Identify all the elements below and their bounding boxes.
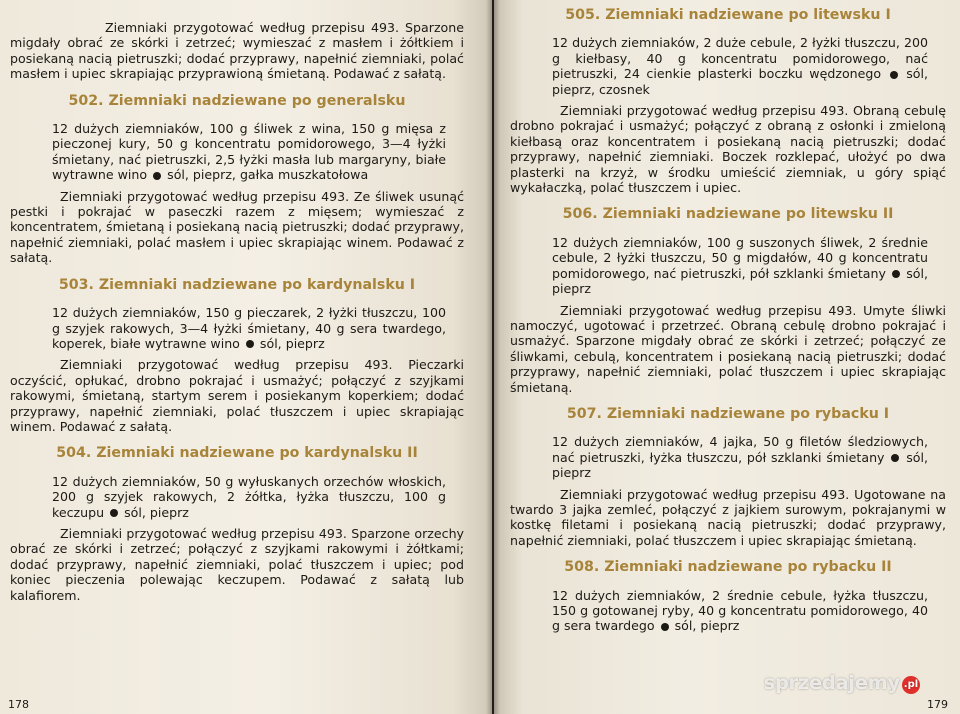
recipe-508 [510, 560, 946, 634]
watermark-logo [763, 672, 920, 694]
bullet-icon [153, 172, 161, 180]
recipe-504 [10, 446, 464, 603]
recipe-ingredients [10, 121, 464, 183]
page-number: 179 [927, 697, 948, 711]
seasoning-text: sól, pieprz [674, 618, 740, 634]
recipe-503 [10, 278, 464, 435]
bullet-icon [246, 340, 254, 348]
ingredients-text: 12 dużych ziemniaków, 2 średnie cebule, łyżka tłuszczu, 150 g gotowanej ryby, 40 g koncentratu pomidorowego, 40 g sera twardego [552, 587, 928, 634]
recipe-ingredients [510, 235, 946, 297]
ingredients-text: 12 dużych ziemniaków, 150 g pieczarek, 2 łyżki tłuszczu, 100 g szyjek rakowych, 3—4 łyżki śmietany, 40 g sera twardego, koperek, białe wytrawne wino [52, 305, 446, 351]
book-gutter [486, 0, 500, 714]
recipe-method: Ziemniaki przygotować według przepisu 493. Umyte śliwki namoczyć, ugotować i przetrzeć. Obraną cebulę drobno pokrajać i usmażyć. Sparzone migdały obrać ze skórki i zetrzeć; połączyć ze śliwkami, cebulą, koncentratem i posiekaną nacią pietruszki; dodać przyprawy, napełnić ziemniaki, polać tłuszczem i upiec skrapiając śmietaną. [510, 302, 946, 395]
bullet-icon [661, 623, 669, 631]
recipe-ingredients [510, 35, 946, 97]
seasoning-text: sól, pieprz, gałka muszkatołowa [167, 167, 369, 183]
bullet-icon [890, 71, 898, 79]
seasoning-text: sól, pieprz [124, 504, 189, 520]
recipe-title: 505. Ziemniaki nadziewane po litewsku I [565, 7, 891, 23]
recipe-505 [510, 8, 946, 195]
ingredients-text: 12 dużych ziemniaków, 50 g wyłuskanych orzechów włoskich, 200 g szyjek rakowych, 2 żółtka, łyżka tłuszczu, 100 g keczupu [52, 473, 446, 520]
recipe-method: Ziemniaki przygotować według przepisu 493. Pieczarki oczyścić, opłukać, drobno pokrajać i usmażyć; połączyć z szyjkami rakowymi, śmietaną, startym serem i posiekanym koperkiem; dodać przyprawy, napełnić ziemniaki, polać tłuszczem i upiec skrapiając winem. Podawać z sałatą. [10, 357, 464, 434]
bullet-icon [110, 509, 118, 517]
recipe-title: 504. Ziemniaki nadziewane po kardynalsku II [56, 445, 418, 462]
right-page [494, 0, 960, 714]
recipe-ingredients [10, 305, 464, 351]
bullet-icon [892, 270, 900, 278]
seasoning-text: sól, pieprz, czosnek [552, 66, 929, 97]
recipe-ingredients [10, 474, 464, 520]
watermark-suffix: .pl [902, 676, 920, 694]
seasoning-text: sól, pieprz [552, 265, 928, 297]
recipe-title: 506. Ziemniaki nadziewane po litewsku II [562, 206, 894, 223]
recipe-method: Ziemniaki przygotować według przepisu 493. Sparzone orzechy obrać ze skórki i zetrzeć; połączyć z szyjkami rakowymi i żółtkami; dodać przyprawy, napełnić ziemniaki, polać tłuszczem i upiec; pod koniec pieczenia polewając keczupem. Podawać z sałatą lub kalafiorem. [10, 525, 464, 603]
ingredients-text: 12 dużych ziemniaków, 100 g suszonych śliwek, 2 średnie cebule, 2 łyżki tłuszczu, 50 g migdałów, 40 g koncentratu pomidorowego, nać pietruszki, pół szklanki śmietany [552, 234, 928, 281]
ingredients-text: 12 dużych ziemniaków, 2 duże cebule, 2 łyżki tłuszczu, 200 g kiełbasy, 40 g koncentratu pomidorowego, nać pietruszki, 24 cienkie plasterki boczku wędzonego [552, 35, 928, 82]
ingredients-text: 12 dużych ziemniaków, 4 jajka, 50 g filetów śledziowych, nać pietruszki, łyżka tłuszczu, pół szklanki śmietany [552, 434, 928, 465]
watermark-text: sprzedajemy [763, 672, 900, 694]
recipe-intro [10, 20, 464, 82]
seasoning-text: sól, pieprz [552, 449, 928, 481]
ingredients-text: 12 dużych ziemniaków, 100 g śliwek z wina, 150 g mięsa z pieczonej kury, 50 g koncentratu pomidorowego, 3—4 łyżki śmietany, nać pietruszki, 2,5 łyżki masła lub margaryny, białe wytrawne wino [52, 121, 446, 183]
recipe-method: Ziemniaki przygotować według przepisu 493. Sparzone migdały obrać ze skórki i zetrzeć; wymieszać z masłem i żółtkiem i posiekaną nacią pietruszki; dodać przyprawy, napełnić ziemniaki, polać masłem i upiec skrapiając przyprawioną śmietaną. Podawać z sałatą. [10, 20, 464, 82]
recipe-title: 502. Ziemniaki nadziewane po generalsku [68, 92, 406, 109]
recipe-method: Ziemniaki przygotować według przepisu 493. Ugotowane na twardo 3 jajka zemleć, połączyć z jajkiem surowym, pokrajanymi w kostkę filetami i posiekaną nacią pietruszki; dodać przyprawy, napełnić ziemniaki, polać tłuszczem i upiec skrapiając śmietaną. [510, 486, 946, 548]
recipe-title: 507. Ziemniaki nadziewane po rybacku I [566, 405, 890, 422]
page-number: 178 [8, 697, 29, 711]
recipe-ingredients [510, 588, 946, 634]
recipe-title: 508. Ziemniaki nadziewane po rybacku II [564, 559, 892, 576]
recipe-507 [510, 407, 946, 548]
recipe-method: Ziemniaki przygotować według przepisu 493. Obraną cebulę drobno pokrajać i usmażyć; połączyć z obraną z osłonki i zmieloną kiełbasą oraz koncentratem i posiekaną nacią pietruszki; dodać przyprawy, napełnić ziemniaki. Boczek rozklepać, ułożyć po dwa plasterki na krzyż, w środku umieścić ziemniak, u góry spiąć wykałaczką, polać tłuszczem i upiec. [510, 103, 946, 196]
recipe-ingredients [510, 434, 946, 480]
recipe-502 [10, 94, 464, 266]
recipe-method: Ziemniaki przygotować według przepisu 493. Ze śliwek usunąć pestki i pokrajać w paseczki razem z mięsem; wymieszać z koncentratem, śmietaną i posiekaną nacią pietruszki; dodać przyprawy, napełnić ziemniaki, polać masłem i upiec skrapiając winem. Podawać z sałatą. [10, 188, 464, 266]
recipe-506 [510, 207, 946, 394]
bullet-icon [891, 454, 899, 462]
seasoning-text: sól, pieprz [259, 335, 325, 351]
recipe-title: 503. Ziemniaki nadziewane po kardynalsku I [58, 276, 416, 293]
